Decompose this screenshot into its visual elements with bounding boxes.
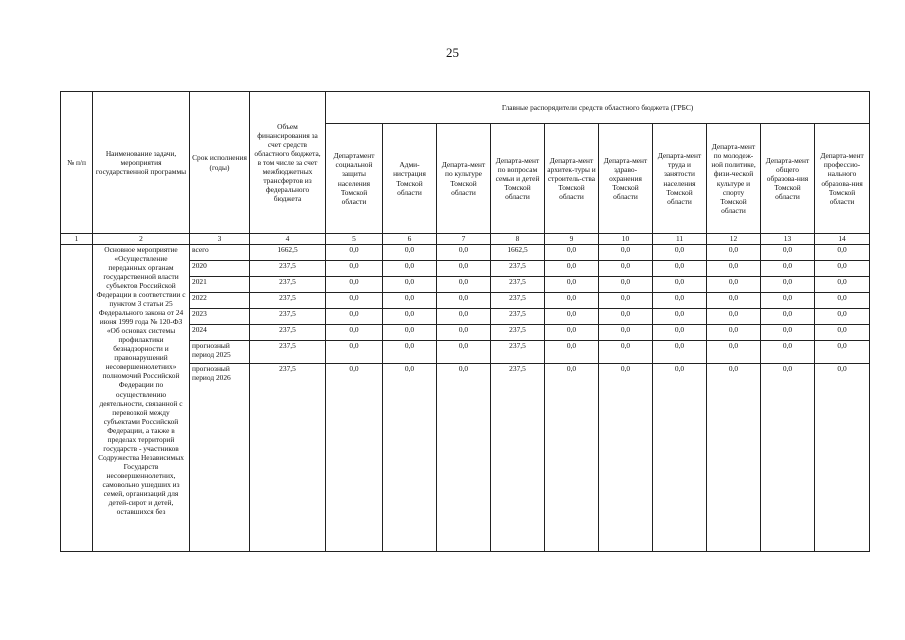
- department-value-cell: 0,0: [599, 341, 653, 364]
- department-value-cell: 0,0: [599, 364, 653, 552]
- department-value-cell: 0,0: [437, 309, 491, 325]
- department-value-cell: 0,0: [653, 341, 707, 364]
- department-value-cell: 0,0: [383, 277, 437, 293]
- department-value-cell: 237,5: [491, 341, 545, 364]
- department-value-cell: 0,0: [707, 261, 761, 277]
- table-body: [61, 234, 870, 552]
- header-department: Департа-мент профессио-нального образова-ния Томской области: [815, 124, 870, 234]
- department-value-cell: 237,5: [491, 364, 545, 552]
- header-department: Департамент социальной защиты населения Томской области: [326, 124, 383, 234]
- volume-cell: 237,5: [250, 364, 326, 552]
- department-value-cell: 0,0: [437, 341, 491, 364]
- header-department: Департа-мент по молодеж-ной политике, физи-ческой культуре и спорту Томской области: [707, 124, 761, 234]
- volume-cell: 1662,5: [250, 245, 326, 261]
- department-value-cell: 0,0: [815, 325, 870, 341]
- header-department: Департа-мент по культуре Томской области: [437, 124, 491, 234]
- department-value-cell: 0,0: [653, 325, 707, 341]
- volume-cell: 237,5: [250, 325, 326, 341]
- volume-cell: 237,5: [250, 277, 326, 293]
- column-number: 5: [326, 234, 383, 245]
- column-number: 3: [190, 234, 250, 245]
- header-department: Департа-мент здраво-охранения Томской области: [599, 124, 653, 234]
- header-term: Срок исполнения (годы): [190, 92, 250, 234]
- department-value-cell: 0,0: [707, 293, 761, 309]
- department-value-cell: 0,0: [326, 293, 383, 309]
- task-description: Основное мероприятие «Осуществление переданных органам государственной власти субъектов Российской Федерации в соответствии с пунктом 3 статьи 25 Федерального закона от 24 июня 1999 года № 120-ФЗ «Об основах системы профилактики безнадзорности и правонарушений несовершеннолетних» полномочий Российской Федерации по осуществлению деятельности, связанной с перевозкой между субъектами Российской Федерации, а также в пределах территорий государств - участников Содружества Независимых Государств несовершеннолетних, самовольно ушедших из семей, организаций для детей-сирот и детей, оставшихся без: [93, 245, 190, 552]
- department-value-cell: 0,0: [815, 261, 870, 277]
- period-cell: прогнозный период 2026: [190, 364, 250, 552]
- department-value-cell: 0,0: [707, 309, 761, 325]
- department-value-cell: 0,0: [545, 245, 599, 261]
- volume-cell: 237,5: [250, 261, 326, 277]
- department-value-cell: 0,0: [383, 364, 437, 552]
- department-value-cell: 0,0: [815, 245, 870, 261]
- department-value-cell: 0,0: [545, 341, 599, 364]
- column-number: 11: [653, 234, 707, 245]
- column-number: 12: [707, 234, 761, 245]
- period-cell: прогнозный период 2025: [190, 341, 250, 364]
- column-number: 14: [815, 234, 870, 245]
- period-cell: 2020: [190, 261, 250, 277]
- department-value-cell: 237,5: [491, 261, 545, 277]
- department-value-cell: 0,0: [815, 277, 870, 293]
- department-value-cell: 237,5: [491, 293, 545, 309]
- volume-cell: 237,5: [250, 341, 326, 364]
- department-value-cell: 0,0: [599, 277, 653, 293]
- department-value-cell: 0,0: [545, 277, 599, 293]
- department-value-cell: 0,0: [707, 325, 761, 341]
- header-department: Департа-мент по вопросам семьи и детей Томской области: [491, 124, 545, 234]
- period-cell: 2021: [190, 277, 250, 293]
- department-value-cell: 0,0: [326, 277, 383, 293]
- period-cell: всего: [190, 245, 250, 261]
- period-cell: 2023: [190, 309, 250, 325]
- volume-cell: 237,5: [250, 293, 326, 309]
- department-value-cell: 0,0: [326, 245, 383, 261]
- department-value-cell: 0,0: [437, 325, 491, 341]
- department-value-cell: 0,0: [761, 293, 815, 309]
- department-value-cell: 0,0: [437, 293, 491, 309]
- department-value-cell: 0,0: [383, 245, 437, 261]
- department-value-cell: 0,0: [653, 277, 707, 293]
- department-value-cell: 237,5: [491, 309, 545, 325]
- department-value-cell: 0,0: [326, 309, 383, 325]
- department-value-cell: 0,0: [545, 325, 599, 341]
- department-value-cell: 0,0: [653, 261, 707, 277]
- column-number: 7: [437, 234, 491, 245]
- column-number: 1: [61, 234, 93, 245]
- department-value-cell: 0,0: [383, 341, 437, 364]
- header-department: Департа-мент архитек-туры и строитель-ства Томской области: [545, 124, 599, 234]
- department-value-cell: 0,0: [815, 364, 870, 552]
- column-number: 6: [383, 234, 437, 245]
- department-value-cell: 0,0: [761, 325, 815, 341]
- department-value-cell: 0,0: [437, 245, 491, 261]
- column-number: 2: [93, 234, 190, 245]
- department-value-cell: 0,0: [653, 293, 707, 309]
- period-cell: 2024: [190, 325, 250, 341]
- department-value-cell: 0,0: [815, 293, 870, 309]
- department-value-cell: 0,0: [437, 261, 491, 277]
- column-number: 4: [250, 234, 326, 245]
- department-value-cell: 0,0: [599, 309, 653, 325]
- department-value-cell: 0,0: [545, 364, 599, 552]
- header-department: Департа-мент общего образова-ния Томской области: [761, 124, 815, 234]
- department-value-cell: 0,0: [761, 277, 815, 293]
- department-value-cell: 1662,5: [491, 245, 545, 261]
- department-value-cell: 0,0: [707, 245, 761, 261]
- department-value-cell: 0,0: [383, 261, 437, 277]
- department-value-cell: 0,0: [383, 325, 437, 341]
- department-value-cell: 0,0: [545, 309, 599, 325]
- column-number: 13: [761, 234, 815, 245]
- department-value-cell: 0,0: [815, 309, 870, 325]
- table-header: [61, 92, 870, 234]
- header-num: № п/п: [61, 92, 93, 234]
- column-number-row: [61, 234, 870, 245]
- department-value-cell: 237,5: [491, 325, 545, 341]
- department-value-cell: 0,0: [545, 261, 599, 277]
- page-number: 25: [446, 45, 459, 60]
- department-value-cell: 0,0: [707, 277, 761, 293]
- department-value-cell: 0,0: [437, 364, 491, 552]
- department-value-cell: 0,0: [383, 309, 437, 325]
- period-cell: 2022: [190, 293, 250, 309]
- department-value-cell: 0,0: [761, 309, 815, 325]
- task-index-cell: [61, 245, 93, 552]
- department-value-cell: 0,0: [599, 293, 653, 309]
- header-grbs: Главные распорядители средств областного бюджета (ГРБС): [326, 92, 870, 124]
- header-volume: Объем финансирования за счет средств областного бюджета, в том числе за счет межбюджетных трансфертов из федерального бюджета: [250, 92, 326, 234]
- department-value-cell: 0,0: [707, 364, 761, 552]
- department-value-cell: 0,0: [545, 293, 599, 309]
- department-value-cell: 0,0: [437, 277, 491, 293]
- department-value-cell: 0,0: [599, 325, 653, 341]
- budget-table: [60, 91, 870, 552]
- header-department: Адми-нистрация Томской области: [383, 124, 437, 234]
- department-value-cell: 0,0: [326, 364, 383, 552]
- table-row: [61, 245, 870, 261]
- volume-cell: 237,5: [250, 309, 326, 325]
- department-value-cell: 0,0: [761, 245, 815, 261]
- department-value-cell: 0,0: [761, 364, 815, 552]
- header-department: Департа-мент труда и занятости населения Томской области: [653, 124, 707, 234]
- column-number: 8: [491, 234, 545, 245]
- department-value-cell: 237,5: [491, 277, 545, 293]
- department-value-cell: 0,0: [653, 309, 707, 325]
- department-value-cell: 0,0: [326, 325, 383, 341]
- department-value-cell: 0,0: [326, 261, 383, 277]
- department-value-cell: 0,0: [761, 261, 815, 277]
- department-value-cell: 0,0: [326, 341, 383, 364]
- department-value-cell: 0,0: [599, 261, 653, 277]
- column-number: 10: [599, 234, 653, 245]
- department-value-cell: 0,0: [653, 364, 707, 552]
- department-value-cell: 0,0: [599, 245, 653, 261]
- department-value-cell: 0,0: [761, 341, 815, 364]
- department-value-cell: 0,0: [707, 341, 761, 364]
- header-name: Наименование задачи, мероприятия государственной программы: [93, 92, 190, 234]
- department-value-cell: 0,0: [383, 293, 437, 309]
- column-number: 9: [545, 234, 599, 245]
- department-value-cell: 0,0: [815, 341, 870, 364]
- department-value-cell: 0,0: [653, 245, 707, 261]
